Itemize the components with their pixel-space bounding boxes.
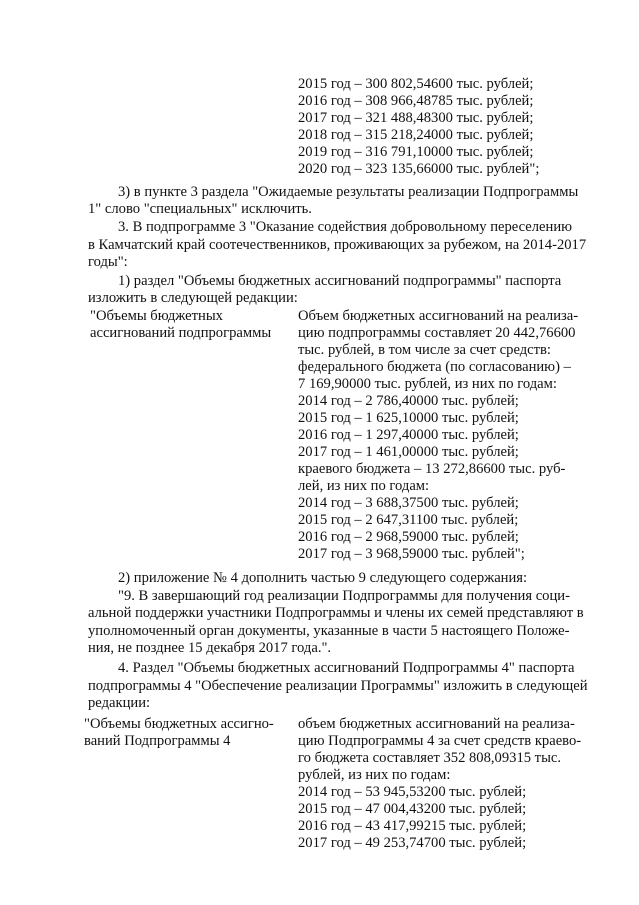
paragraph-sub3-line2: в Камчатский край соотечественников, проживающих за рубежом, на 2014-2017 xyxy=(88,237,587,253)
table2-right-line: 2017 год – 49 253,74700 тыс. рублей; xyxy=(298,835,527,851)
paragraph-item3-line1: 3) в пункте 3 раздела "Ожидаемые результаты реализации Подпрограммы xyxy=(118,184,579,200)
table2-left-line: ваний Подпрограммы 4 xyxy=(84,733,231,749)
table1-left-cell xyxy=(90,308,271,342)
year-line: 2015 год – 300 802,54600 тыс. рублей; xyxy=(298,76,534,92)
table2-left-cell xyxy=(84,716,274,750)
paragraph-part9-line3: уполномоченный орган документы, указанные в части 5 настоящего Положе- xyxy=(88,623,570,639)
table1-right-line: 2016 год – 1 297,40000 тыс. рублей; xyxy=(298,427,519,443)
table1-right-line: 2015 год – 2 647,31100 тыс. рублей; xyxy=(298,512,519,528)
year-line: 2019 год – 316 791,10000 тыс. рублей; xyxy=(298,144,534,160)
paragraph-item1-line1: 1) раздел "Объемы бюджетных ассигнований подпрограммы" паспорта xyxy=(118,273,562,289)
paragraph-item2: 2) приложение № 4 дополнить частью 9 следующего содержания: xyxy=(118,570,528,586)
table2-right-line: 2014 год – 53 945,53200 тыс. рублей; xyxy=(298,784,527,800)
paragraph-sub3-line1: 3. В подпрограмме 3 "Оказание содействия добровольному переселению xyxy=(118,219,573,235)
paragraph-sec4-line1: 4. Раздел "Объемы бюджетных ассигнований Подпрограммы 4" паспорта xyxy=(118,660,575,676)
table1-right-line: 2014 год – 2 786,40000 тыс. рублей; xyxy=(298,393,519,409)
table1-right-line: федерального бюджета (по согласованию) – xyxy=(298,359,571,375)
table1-right-line: 2014 год – 3 688,37500 тыс. рублей; xyxy=(298,495,519,511)
paragraph-item1-line2: изложить в следующей редакции: xyxy=(88,290,298,306)
table1-right-line: лей, из них по годам: xyxy=(298,478,430,494)
year-line: 2020 год – 323 135,66000 тыс. рублей"; xyxy=(298,161,540,177)
table1-right-line: краевого бюджета – 13 272,86600 тыс. руб- xyxy=(298,461,566,477)
table1-right-line: тыс. рублей, в том числе за счет средств: xyxy=(298,342,551,358)
table2-right-line: го бюджета составляет 352 808,09315 тыс. xyxy=(298,750,561,766)
year-line: 2016 год – 308 966,48785 тыс. рублей; xyxy=(298,93,534,109)
table1-left-line: ассигнований подпрограммы xyxy=(90,325,272,341)
year-line: 2018 год – 315 218,24000 тыс. рублей; xyxy=(298,127,534,143)
paragraph-part9-line2: альной поддержки участники Подпрограммы и члены их семей представляют в xyxy=(88,605,584,621)
table1-right-line: 2017 год – 3 968,59000 тыс. рублей"; xyxy=(298,546,525,562)
table1-right-line: 2017 год – 1 461,00000 тыс. рублей; xyxy=(298,444,519,460)
table1-left-line: "Объемы бюджетных xyxy=(90,308,223,324)
paragraph-part9-line4: ния, не позднее 15 декабря 2017 года.". xyxy=(88,640,332,656)
table1-right-line: цию подпрограммы составляет 20 442,76600 xyxy=(298,325,576,341)
table2-right-line: 2015 год – 47 004,43200 тыс. рублей; xyxy=(298,801,527,817)
table2-right-line: цию Подпрограммы 4 за счет средств краево- xyxy=(298,733,582,749)
table1-right-line: Объем бюджетных ассигнований на реализа- xyxy=(298,308,579,324)
paragraph-sub3-line3: годы": xyxy=(88,254,128,270)
paragraph-sec4-line2: подпрограммы 4 "Обеспечение реализации Программы" изложить в следующей xyxy=(88,678,588,694)
table1-right-line: 2016 год – 2 968,59000 тыс. рублей; xyxy=(298,529,519,545)
table1-right-cell xyxy=(298,308,578,563)
table1-right-line: 7 169,90000 тыс. рублей, из них по годам: xyxy=(298,376,557,392)
table2-right-cell xyxy=(298,716,581,852)
table1-right-line: 2015 год – 1 625,10000 тыс. рублей; xyxy=(298,410,519,426)
years-list-top xyxy=(298,76,539,178)
paragraph-sec4-line3: редакции: xyxy=(88,695,151,711)
year-line: 2017 год – 321 488,48300 тыс. рублей; xyxy=(298,110,534,126)
table2-right-line: объем бюджетных ассигнований на реализа- xyxy=(298,716,575,732)
paragraph-part9-line1: "9. В завершающий год реализации Подпрограммы для получения соци- xyxy=(118,588,570,604)
table2-right-line: рублей, из них по годам: xyxy=(298,767,451,783)
table2-left-line: "Объемы бюджетных ассигно- xyxy=(84,716,274,732)
paragraph-item3-line2: 1" слово "специальных" исключить. xyxy=(88,201,312,217)
table2-right-line: 2016 год – 43 417,99215 тыс. рублей; xyxy=(298,818,527,834)
